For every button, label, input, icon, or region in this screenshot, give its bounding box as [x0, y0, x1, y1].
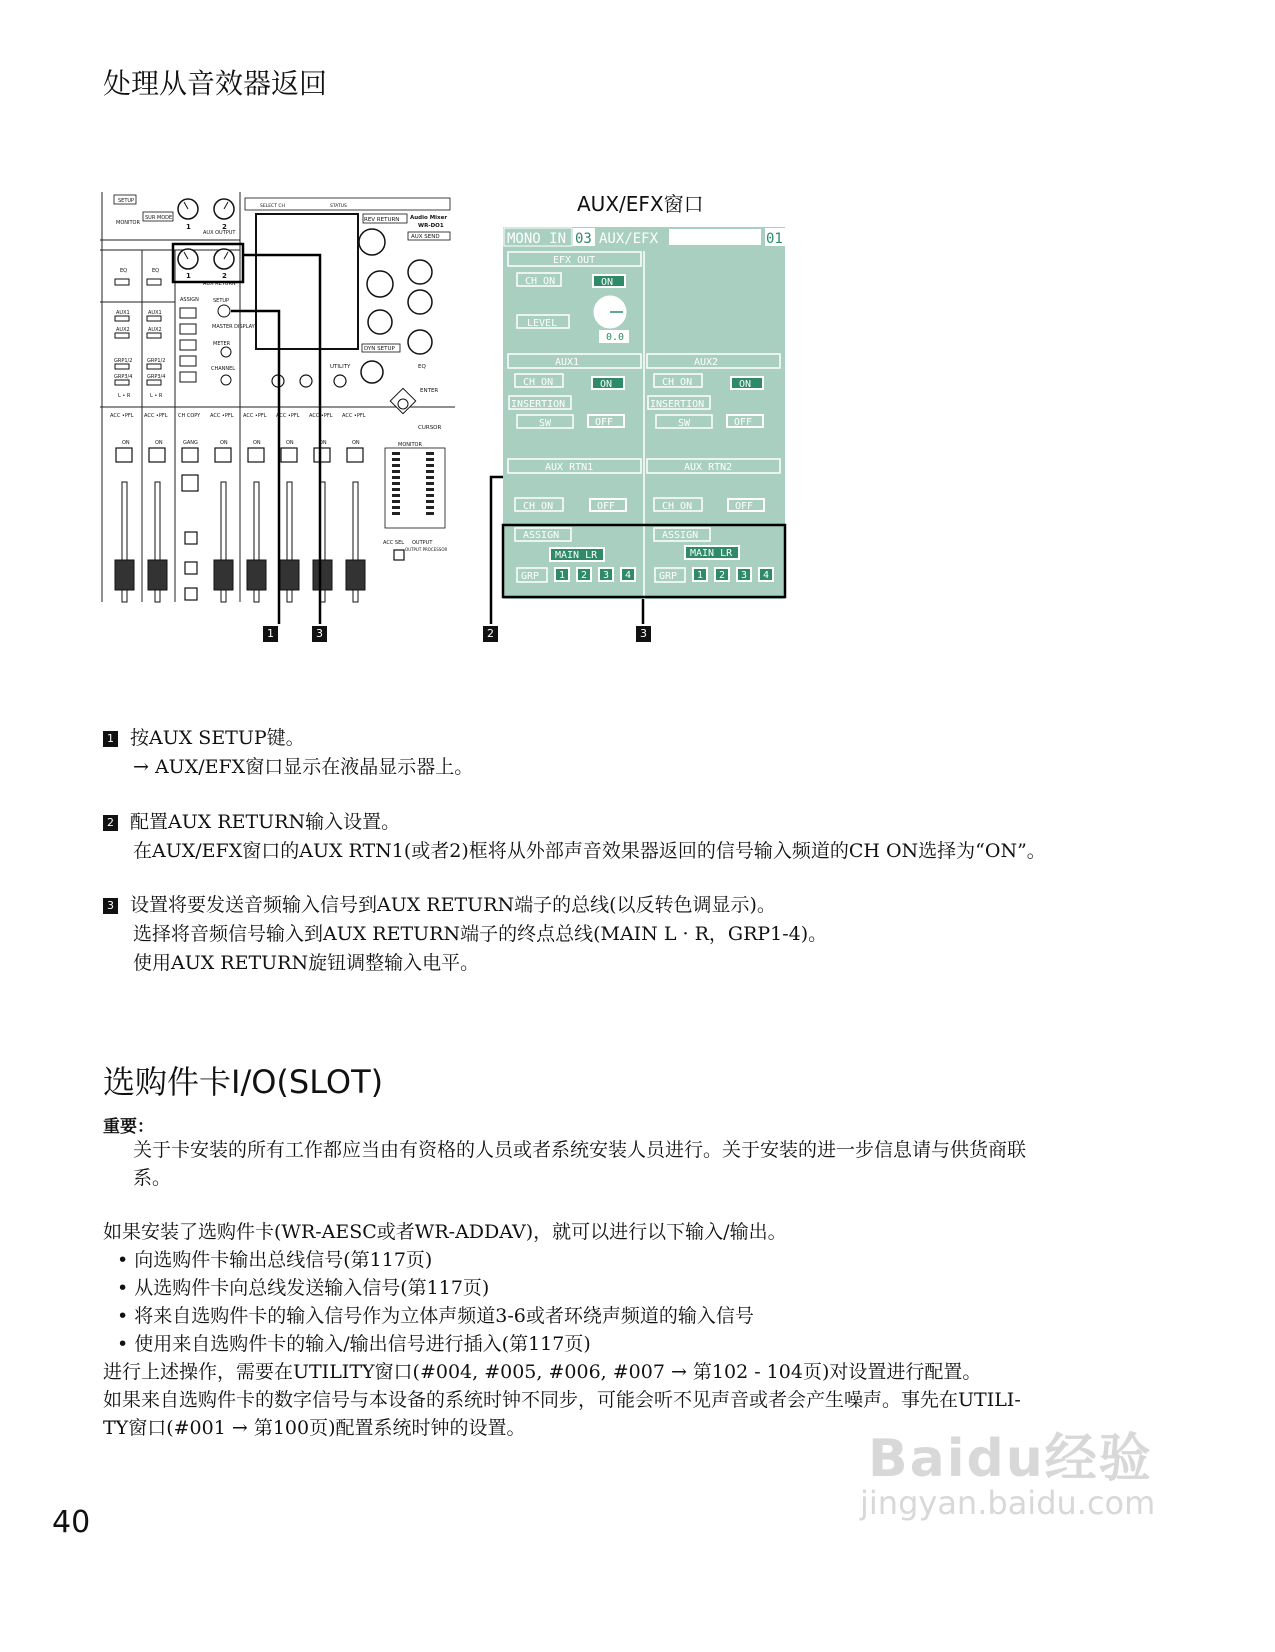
lr-label-1: L • R	[118, 393, 131, 399]
important-text: 关于卡安装的所有工作都应当由有资格的人员或者系统安装人员进行。关于安装的进一步信息请与供货商联 系。	[133, 1139, 1027, 1189]
svg-text:4: 4	[625, 570, 632, 581]
slot-note-1: 进行上述操作，需要在UTILITY窗口(#004, #005, #006, #007 → 第102 - 104页)对设置进行配置。	[103, 1361, 982, 1383]
step-2-badge: 2	[103, 815, 118, 831]
svg-text:MAIN LR: MAIN LR	[690, 548, 733, 559]
aux2-insertion-label: INSERTION	[650, 399, 705, 410]
aux-send-label: AUX SEND	[411, 234, 440, 240]
step-1	[103, 724, 473, 782]
svg-text:OFF: OFF	[595, 417, 614, 428]
step-1-line-2: → AUX/EFX窗口显示在液晶显示器上。	[133, 756, 474, 778]
acc-sel-label: ACC SEL	[383, 540, 405, 546]
svg-text:OFF: OFF	[735, 501, 754, 512]
callout-1: 1	[263, 626, 278, 642]
step-3-line-3: 使用AUX RETURN旋钮调整输入电平。	[133, 952, 480, 974]
svg-text:2: 2	[222, 223, 227, 231]
status-label: STATUS	[330, 204, 347, 209]
watermark-url: jingyan.baidu.com	[860, 1484, 1156, 1522]
slot-body	[103, 1218, 1163, 1442]
ch-copy-label: CH COPY	[178, 413, 201, 419]
svg-text:CH ON: CH ON	[525, 276, 556, 287]
svg-text:2: 2	[719, 570, 726, 581]
svg-text:ON: ON	[600, 379, 613, 390]
lcd-aux-rtn1: AUX RTN1	[545, 462, 594, 473]
svg-text:SW: SW	[539, 418, 552, 429]
aux1-label-2: AUX1	[148, 310, 162, 316]
rev-return-label: REV RETURN	[364, 217, 400, 223]
list-item: • 使用来自选购件卡的输入/输出信号进行插入(第117页)	[117, 1333, 591, 1355]
rtn2-assign-label: ASSIGN	[662, 530, 699, 541]
select-ch-label: SELECT CH	[260, 204, 285, 209]
step-2-line-1: 配置AUX RETURN输入设置。	[130, 811, 401, 833]
step-1-badge: 1	[103, 731, 118, 747]
svg-text:ON: ON	[253, 440, 261, 446]
svg-text:ACC •PFL: ACC •PFL	[309, 413, 333, 419]
model-label: WR-DO1	[418, 223, 444, 229]
svg-text:ACC •PFL: ACC •PFL	[110, 413, 134, 419]
enter-label: ENTER	[420, 388, 439, 394]
svg-text:3: 3	[741, 570, 748, 581]
lr-label-2: L • R	[150, 393, 163, 399]
lcd-aux2: AUX2	[694, 357, 719, 368]
lcd-aux1: AUX1	[555, 357, 580, 368]
step-3-line-1: 设置将要发送音频输入信号到AUX RETURN端子的总线(以反转色调显示)。	[130, 894, 776, 916]
svg-text:ON: ON	[286, 440, 294, 446]
assign-label: ASSIGN	[180, 297, 199, 303]
svg-text:4: 4	[763, 570, 770, 581]
svg-text:MAIN LR: MAIN LR	[555, 550, 598, 561]
svg-text:INSERTION: INSERTION	[511, 399, 566, 410]
svg-text:CH ON: CH ON	[662, 377, 693, 388]
step-2	[103, 808, 1046, 866]
on-label-1: ON	[122, 440, 130, 446]
svg-text:SW: SW	[678, 418, 691, 429]
svg-text:1: 1	[186, 223, 191, 231]
lcd-efx-out: EFX OUT	[553, 255, 596, 266]
monitor-label: MONITOR	[116, 220, 140, 226]
svg-text:CH ON: CH ON	[523, 377, 554, 388]
monitor-label-2: MONITOR	[398, 442, 422, 448]
efx-level-value: 0.0	[606, 332, 625, 343]
list-item: • 向选购件卡输出总线信号(第117页)	[117, 1249, 433, 1271]
aux-efx-lcd-window	[503, 227, 785, 599]
utility-label: UTILITY	[330, 364, 351, 370]
setup-label-2: SETUP	[213, 298, 230, 304]
lcd-mono-in: MONO IN	[507, 231, 567, 247]
gang-label: GANG	[183, 440, 198, 446]
slot-intro: 如果安装了选购件卡(WR-AESC或者WR-ADDAV)，就可以进行以下输入/输出。	[103, 1221, 787, 1243]
important-label: 重要：	[103, 1117, 154, 1137]
svg-text:ACC •PFL: ACC •PFL	[210, 413, 234, 419]
channel-label: CHANNEL	[211, 366, 236, 372]
aux-efx-window-title: AUX/EFX窗口	[577, 192, 704, 216]
callout-2: 2	[483, 626, 498, 642]
svg-text:ACC •PFL: ACC •PFL	[243, 413, 267, 419]
step-3-badge: 3	[103, 898, 118, 914]
dyn-setup-label: DYN SETUP	[364, 346, 395, 352]
aux-return-label: AUX RETURN	[203, 281, 236, 287]
aux2-label-1: AUX2	[116, 327, 130, 333]
rtn1-assign-label: ASSIGN	[523, 530, 560, 541]
output-label: OUTPUT	[412, 540, 433, 546]
meter-label: METER	[213, 341, 231, 347]
lcd-page-number: 01	[766, 231, 783, 247]
aux2-label-2: AUX2	[148, 327, 162, 333]
watermark-brand: Baidu经验	[868, 1429, 1153, 1489]
svg-text:ON: ON	[601, 277, 614, 288]
callout-3a: 3	[312, 626, 327, 642]
svg-text:ACC •PFL: ACC •PFL	[144, 413, 168, 419]
svg-text:CH ON: CH ON	[523, 501, 554, 512]
aux-output-label: AUX OUTPUT	[203, 230, 236, 236]
master-display-label: MASTER DISPLAY	[212, 324, 255, 330]
svg-text:ON: ON	[739, 379, 752, 390]
lcd-window-name: AUX/EFX	[599, 231, 659, 247]
eq-label-2: EQ	[152, 268, 160, 274]
setup-label: SETUP	[118, 198, 135, 204]
output-processor-label: OUTPUT PROCESSOR	[405, 547, 448, 552]
step-2-line-2: 在AUX/EFX窗口的AUX RTN1(或者2)框将从外部声音效果器返回的信号输入频道的CH ON选择为“ON”。	[133, 840, 1046, 862]
slot-section-title: 选购件卡I/O(SLOT)	[103, 1063, 384, 1101]
sur-mode-label: SUR MODE	[145, 215, 173, 221]
rtn1-grp-label: GRP	[521, 571, 540, 582]
cursor-label: CURSOR	[418, 425, 442, 431]
slot-note-3: TY窗口(#001 → 第100页)配置系统时钟的设置。	[103, 1417, 526, 1439]
grp34-label-1: GRP3/4	[114, 374, 133, 380]
eq-label-1: EQ	[120, 268, 128, 274]
grp12-label-1: GRP1/2	[114, 358, 133, 364]
aux1-label-1: AUX1	[116, 310, 130, 316]
svg-text:ACC •PFL: ACC •PFL	[276, 413, 300, 419]
svg-text:2: 2	[222, 272, 227, 280]
svg-text:ON: ON	[352, 440, 360, 446]
grp34-label-2: GRP3/4	[147, 374, 166, 380]
list-item: • 将来自选购件卡的输入信号作为立体声频道3-6或者环绕声频道的输入信号	[117, 1305, 754, 1327]
eq-label: EQ	[418, 364, 426, 370]
section-title: 处理从音效器返回	[103, 67, 328, 100]
callout-3b: 3	[636, 626, 651, 642]
bullet-list	[103, 1246, 1163, 1358]
svg-text:CH ON: CH ON	[662, 501, 693, 512]
slot-note-2: 如果来自选购件卡的数字信号与本设备的系统时钟不同步，可能会听不见声音或者会产生噪声。事先在UTILI-	[103, 1389, 1021, 1411]
lcd-channel-number: 03	[575, 231, 592, 247]
audio-mixer-label: Audio Mixer	[410, 215, 448, 221]
rtn2-grp-label: GRP	[659, 571, 678, 582]
step-3	[103, 891, 827, 978]
acc-pfl-label: ACC •PFL	[342, 413, 366, 419]
svg-text:2: 2	[581, 570, 588, 581]
svg-text:ON: ON	[220, 440, 228, 446]
svg-text:1: 1	[186, 272, 191, 280]
step-1-line-1: 按AUX SETUP键。	[130, 727, 305, 749]
svg-text:OFF: OFF	[734, 417, 753, 428]
svg-text:LEVEL: LEVEL	[527, 318, 558, 329]
on-label-2: ON	[155, 440, 163, 446]
list-item: • 从选购件卡向总线发送输入信号(第117页)	[117, 1277, 490, 1299]
svg-text:1: 1	[559, 570, 566, 581]
page-number: 40	[52, 1505, 91, 1540]
step-3-line-2: 选择将音频信号输入到AUX RETURN端子的终点总线(MAIN L · R，GRP1-4)。	[133, 923, 828, 945]
lcd-aux-rtn2: AUX RTN2	[684, 462, 733, 473]
grp12-label-2: GRP1/2	[147, 358, 166, 364]
svg-text:1: 1	[697, 570, 704, 581]
svg-text:ON: ON	[319, 440, 327, 446]
svg-text:OFF: OFF	[597, 501, 616, 512]
svg-text:3: 3	[603, 570, 610, 581]
